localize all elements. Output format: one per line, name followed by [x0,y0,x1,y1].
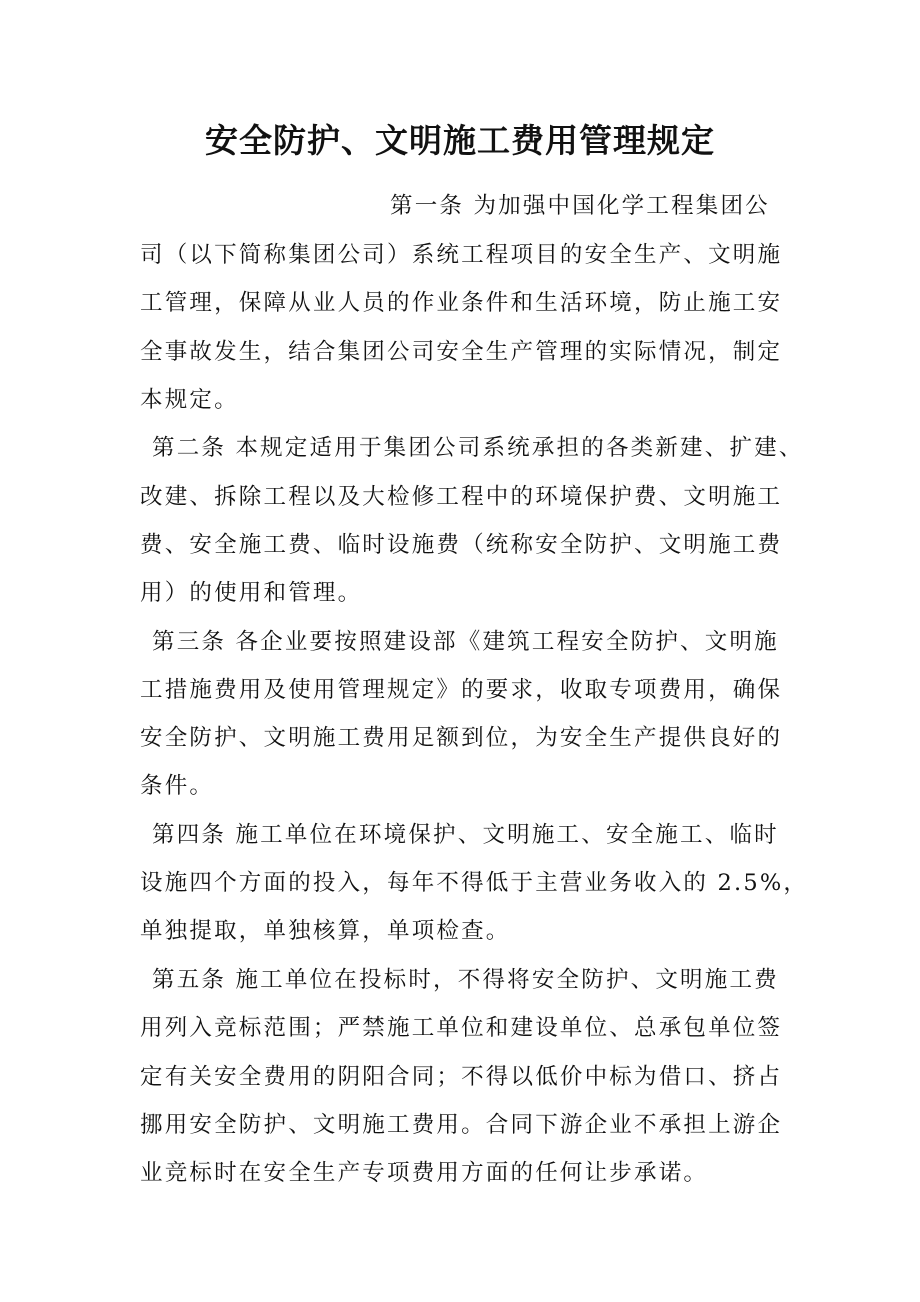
article-5-line-1: 第五条 施工单位在投标时，不得将安全防护、文明施工费 [152,967,779,993]
article-4-line-2: 设施四个方面的投入，每年不得低于主营业务收入的 2.5%， [140,870,809,896]
document-title: 安全防护、文明施工费用管理规定 [205,121,715,160]
article-2-line-3: 费、安全施工费、临时设施费（统称安全防护、文明施工费 [140,532,783,558]
article-2-line-1: 第二条 本规定适用于集团公司系统承担的各类新建、扩建、 [152,435,804,461]
article-3-line-4: 条件。 [140,773,215,799]
article-2-line-2: 改建、拆除工程以及大检修工程中的环境保护费、文明施工 [140,484,783,510]
article-4-line-3: 单独提取，单独核算，单项检查。 [140,918,511,944]
article-1-line-4: 全事故发生，结合集团公司安全生产管理的实际情况，制定 [140,339,783,365]
article-5-line-3: 定有关安全费用的阴阳合同；不得以低价中标为借口、挤占 [140,1064,783,1090]
article-5-line-2: 用列入竞标范围；严禁施工单位和建设单位、总承包单位签 [140,1015,783,1041]
article-1-line-2: 司（以下简称集团公司）系统工程项目的安全生产、文明施 [140,242,783,268]
article-5-line-5: 业竞标时在安全生产专项费用方面的任何让步承诺。 [140,1160,709,1186]
article-3-line-1: 第三条 各企业要按照建设部《建筑工程安全防护、文明施 [152,629,779,655]
article-2-line-4: 用）的使用和管理。 [140,580,363,606]
article-5-line-4: 挪用安全防护、文明施工费用。合同下游企业不承担上游企 [140,1112,783,1138]
article-3-line-3: 安全防护、文明施工费用足额到位，为安全生产提供良好的 [140,725,783,751]
article-1-line-5: 本规定。 [140,387,239,413]
article-1-line-1: 第一条 为加强中国化学工程集团公 [390,193,770,219]
article-3-line-2: 工措施费用及使用管理规定》的要求，收取专项费用，确保 [140,677,783,703]
article-1-line-3: 工管理，保障从业人员的作业条件和生活环境，防止施工安 [140,290,783,316]
article-4-line-1: 第四条 施工单位在环境保护、文明施工、安全施工、临时 [152,822,779,848]
